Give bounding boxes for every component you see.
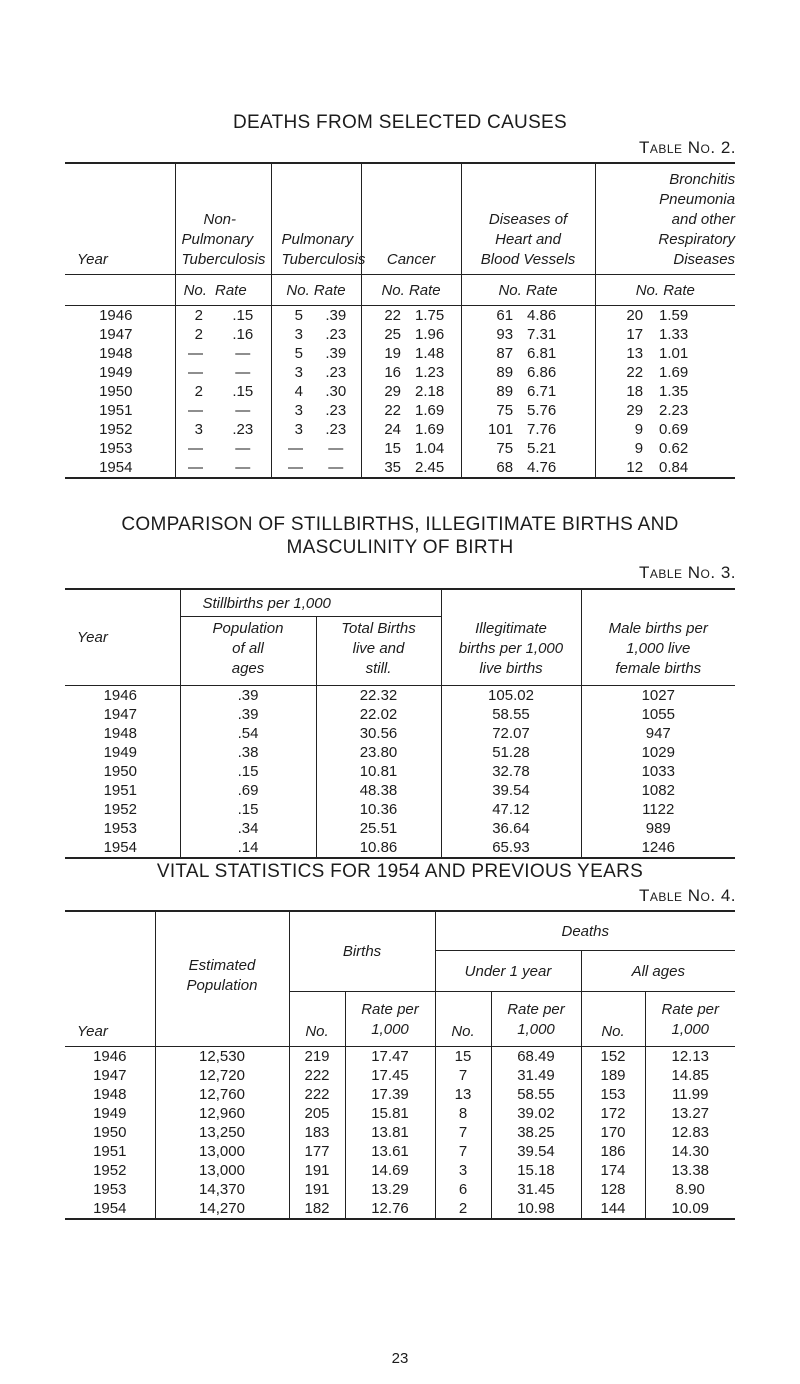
non-pulmonary-rate: — [235, 440, 251, 457]
table-row [65, 439, 735, 458]
sub-no-rate: No. Rate [361, 275, 461, 306]
allages-deaths-no: 174 [581, 1161, 645, 1180]
col-stillbirth-total-births: Total Births live and still. [316, 617, 441, 686]
births-no: 191 [289, 1161, 345, 1180]
under1-deaths-no: 2 [435, 1199, 491, 1219]
respiratory-no: 12 [595, 458, 651, 478]
non-pulmonary-no: — [175, 363, 215, 382]
table-row [65, 382, 735, 401]
table2-title: DEATHS FROM SELECTED CAUSES [233, 112, 567, 133]
respiratory-rate: 0.62 [659, 440, 689, 457]
non-pulmonary-no: 2 [175, 325, 215, 344]
estimated-population: 12,530 [155, 1047, 289, 1067]
heart-rate: 6.71 [527, 383, 557, 400]
year-cell: 1952 [103, 801, 137, 818]
year-cell: 1952 [93, 1162, 127, 1179]
heart-rate: 5.76 [527, 402, 557, 419]
table4-vital-statistics [65, 910, 735, 1220]
heart-no: 89 [461, 363, 521, 382]
illegitimate-rate: 65.93 [441, 838, 581, 858]
year-cell: 1950 [103, 763, 137, 780]
respiratory-no: 9 [595, 439, 651, 458]
male-births-rate: 1033 [581, 762, 735, 781]
stillbirth-population-rate: .38 [180, 743, 316, 762]
non-pulmonary-no: 3 [175, 420, 215, 439]
estimated-population: 14,270 [155, 1199, 289, 1219]
under1-deaths-rate: 58.55 [491, 1085, 581, 1104]
non-pulmonary-no: 2 [175, 306, 215, 326]
births-rate: 13.61 [345, 1142, 435, 1161]
stillbirth-total-rate: 10.81 [316, 762, 441, 781]
pulmonary-rate: .30 [325, 383, 347, 400]
male-births-rate: 1122 [581, 800, 735, 819]
col-pulmonary-tb: Pulmonary Tuberculosis [271, 163, 361, 275]
allages-deaths-rate: 13.27 [645, 1104, 735, 1123]
heart-no: 93 [461, 325, 521, 344]
respiratory-rate: 1.69 [659, 364, 689, 381]
table3-stillbirths [65, 588, 735, 859]
allages-deaths-no: 186 [581, 1142, 645, 1161]
non-pulmonary-no: — [175, 401, 215, 420]
col-male-births: Male births per 1,000 live female births [581, 589, 735, 686]
births-header: Births [289, 911, 435, 992]
male-births-rate: 1027 [581, 686, 735, 706]
sub-no-rate: No. Rate [461, 275, 595, 306]
allages-deaths-rate: 13.38 [645, 1161, 735, 1180]
illegitimate-rate: 36.64 [441, 819, 581, 838]
year-cell: 1954 [103, 839, 137, 856]
year-cell: 1946 [99, 307, 133, 324]
respiratory-rate: 1.35 [659, 383, 689, 400]
under1-deaths-rate: 15.18 [491, 1161, 581, 1180]
year-cell: 1950 [99, 383, 133, 400]
table-row [65, 838, 735, 858]
table-row [65, 800, 735, 819]
births-rate: 17.45 [345, 1066, 435, 1085]
table-row [65, 363, 735, 382]
pulmonary-rate: .23 [325, 326, 347, 343]
births-rate: 17.39 [345, 1085, 435, 1104]
table-row [65, 686, 735, 706]
cancer-no: 25 [361, 325, 409, 344]
year-cell: 1951 [93, 1143, 127, 1160]
stillbirth-total-rate: 25.51 [316, 819, 441, 838]
heart-no: 61 [461, 306, 521, 326]
allages-deaths-no: 128 [581, 1180, 645, 1199]
pulmonary-no: 5 [271, 306, 311, 326]
table-row [65, 306, 735, 326]
male-births-rate: 1246 [581, 838, 735, 858]
heart-rate: 7.76 [527, 421, 557, 438]
table-row [65, 1085, 735, 1104]
estimated-population: 14,370 [155, 1180, 289, 1199]
under1-no-header: No. [435, 992, 491, 1047]
under1-deaths-rate: 38.25 [491, 1123, 581, 1142]
stillbirth-total-rate: 22.02 [316, 705, 441, 724]
births-rate: 13.29 [345, 1180, 435, 1199]
non-pulmonary-rate: — [235, 402, 251, 419]
pulmonary-rate: .39 [325, 345, 347, 362]
cancer-no: 35 [361, 458, 409, 478]
table-row [65, 1066, 735, 1085]
births-no: 222 [289, 1066, 345, 1085]
allages-deaths-no: 170 [581, 1123, 645, 1142]
stillbirth-population-rate: .39 [180, 686, 316, 706]
stillbirth-population-rate: .34 [180, 819, 316, 838]
pulmonary-rate: .23 [325, 421, 347, 438]
heart-rate: 4.76 [527, 459, 557, 476]
year-cell: 1953 [99, 440, 133, 457]
table4-number: Table No. 4. [638, 886, 736, 905]
cancer-no: 29 [361, 382, 409, 401]
respiratory-no: 22 [595, 363, 651, 382]
cancer-rate: 2.18 [415, 383, 445, 400]
respiratory-rate: 0.84 [659, 459, 689, 476]
heart-no: 101 [461, 420, 521, 439]
non-pulmonary-rate: .23 [232, 421, 254, 438]
table3-title-line2: MASCULINITY OF BIRTH [286, 537, 514, 558]
year-cell: 1947 [93, 1067, 127, 1084]
allages-deaths-no: 144 [581, 1199, 645, 1219]
heart-rate: 7.31 [527, 326, 557, 343]
respiratory-rate: 0.69 [659, 421, 689, 438]
illegitimate-rate: 32.78 [441, 762, 581, 781]
non-pulmonary-rate: .15 [232, 307, 254, 324]
sub-no: No. [175, 275, 215, 306]
allages-deaths-no: 189 [581, 1066, 645, 1085]
births-rate-header: Rate per 1,000 [345, 992, 435, 1047]
heart-no: 75 [461, 401, 521, 420]
male-births-rate: 1082 [581, 781, 735, 800]
births-no: 222 [289, 1085, 345, 1104]
respiratory-no: 29 [595, 401, 651, 420]
heart-no: 75 [461, 439, 521, 458]
illegitimate-rate: 47.12 [441, 800, 581, 819]
under1-rate-header: Rate per 1,000 [491, 992, 581, 1047]
estimated-population: 12,760 [155, 1085, 289, 1104]
col-non-pulmonary-tb: Non- Pulmonary Tuberculosis [175, 163, 271, 275]
year-cell: 1949 [99, 364, 133, 381]
non-pulmonary-rate: — [235, 345, 251, 362]
respiratory-no: 9 [595, 420, 651, 439]
allages-rate-header: Rate per 1,000 [645, 992, 735, 1047]
under1-deaths-no: 7 [435, 1123, 491, 1142]
table-row [65, 724, 735, 743]
year-cell: 1948 [99, 345, 133, 362]
pulmonary-no: 3 [271, 420, 311, 439]
pulmonary-no: 4 [271, 382, 311, 401]
table-row [65, 1180, 735, 1199]
table2-number: Table No. 2. [638, 138, 736, 157]
col-estimated-population: Estimated Population [155, 911, 289, 1047]
non-pulmonary-rate: — [235, 364, 251, 381]
stillbirth-population-rate: .39 [180, 705, 316, 724]
page-number: 23 [391, 1350, 409, 1367]
births-no: 182 [289, 1199, 345, 1219]
year-cell: 1947 [99, 326, 133, 343]
cancer-no: 24 [361, 420, 409, 439]
pulmonary-rate: .23 [325, 402, 347, 419]
year-cell: 1946 [103, 687, 137, 704]
respiratory-rate: 1.33 [659, 326, 689, 343]
table-row [65, 781, 735, 800]
illegitimate-rate: 58.55 [441, 705, 581, 724]
sub-no-rate: No. Rate [271, 275, 361, 306]
stillbirth-population-rate: .15 [180, 800, 316, 819]
respiratory-no: 20 [595, 306, 651, 326]
pulmonary-rate: .23 [325, 364, 347, 381]
table-row [65, 1123, 735, 1142]
pulmonary-no: 5 [271, 344, 311, 363]
table-row [65, 743, 735, 762]
allages-deaths-rate: 10.09 [645, 1199, 735, 1219]
pulmonary-no: — [271, 439, 311, 458]
under1-deaths-no: 15 [435, 1047, 491, 1067]
table-row [65, 819, 735, 838]
year-cell: 1950 [93, 1124, 127, 1141]
table-row [65, 401, 735, 420]
illegitimate-rate: 39.54 [441, 781, 581, 800]
respiratory-no: 13 [595, 344, 651, 363]
table-row [65, 762, 735, 781]
year-header: Year [77, 629, 108, 646]
respiratory-no: 17 [595, 325, 651, 344]
cancer-no: 16 [361, 363, 409, 382]
table-row [65, 1161, 735, 1180]
under1-deaths-no: 3 [435, 1161, 491, 1180]
illegitimate-rate: 51.28 [441, 743, 581, 762]
allages-no-header: No. [581, 992, 645, 1047]
allages-deaths-rate: 14.30 [645, 1142, 735, 1161]
sub-rate: Rate [215, 281, 247, 299]
year-cell: 1949 [103, 744, 137, 761]
table3-number: Table No. 3. [638, 563, 736, 582]
heart-rate: 4.86 [527, 307, 557, 324]
heart-no: 68 [461, 458, 521, 478]
sub-no-rate: No. Rate [595, 275, 735, 306]
allages-deaths-rate: 12.13 [645, 1047, 735, 1067]
under1-deaths-rate: 68.49 [491, 1047, 581, 1067]
births-no: 191 [289, 1180, 345, 1199]
table-row [65, 458, 735, 478]
cancer-no: 22 [361, 401, 409, 420]
year-cell: 1954 [99, 459, 133, 476]
illegitimate-rate: 72.07 [441, 724, 581, 743]
year-cell: 1948 [103, 725, 137, 742]
under1-deaths-no: 13 [435, 1085, 491, 1104]
male-births-rate: 989 [581, 819, 735, 838]
estimated-population: 13,000 [155, 1161, 289, 1180]
col-heart-blood-vessels: Diseases of Heart and Blood Vessels [461, 163, 595, 275]
col-illegitimate: Illegitimate births per 1,000 live births [441, 589, 581, 686]
non-pulmonary-no: — [175, 439, 215, 458]
under1-deaths-no: 7 [435, 1066, 491, 1085]
pulmonary-no: — [271, 458, 311, 478]
table-row [65, 344, 735, 363]
births-no: 205 [289, 1104, 345, 1123]
allages-deaths-rate: 11.99 [645, 1085, 735, 1104]
cancer-rate: 1.48 [415, 345, 445, 362]
pulmonary-no: 3 [271, 401, 311, 420]
year-cell: 1952 [99, 421, 133, 438]
non-pulmonary-no: — [175, 458, 215, 478]
stillbirth-total-rate: 30.56 [316, 724, 441, 743]
respiratory-rate: 1.59 [659, 307, 689, 324]
under1-deaths-rate: 31.49 [491, 1066, 581, 1085]
table-row [65, 1104, 735, 1123]
estimated-population: 13,250 [155, 1123, 289, 1142]
cancer-rate: 1.96 [415, 326, 445, 343]
under1-deaths-no: 7 [435, 1142, 491, 1161]
col-stillbirth-population: Population of all ages [180, 617, 316, 686]
col-respiratory: Bronchitis Pneumonia and other Respiratory Diseases [595, 163, 735, 275]
year-header: Year [77, 1023, 108, 1040]
stillbirth-population-rate: .14 [180, 838, 316, 858]
year-cell: 1949 [93, 1105, 127, 1122]
year-cell: 1951 [103, 782, 137, 799]
births-no: 177 [289, 1142, 345, 1161]
under1-deaths-rate: 39.54 [491, 1142, 581, 1161]
table4-title: VITAL STATISTICS FOR 1954 AND PREVIOUS YEARS [156, 861, 644, 882]
year-header: Year [77, 251, 108, 268]
allages-deaths-no: 153 [581, 1085, 645, 1104]
pulmonary-no: 3 [271, 363, 311, 382]
respiratory-no: 18 [595, 382, 651, 401]
male-births-rate: 1055 [581, 705, 735, 724]
heart-rate: 6.86 [527, 364, 557, 381]
male-births-rate: 947 [581, 724, 735, 743]
table2-deaths-by-cause [65, 162, 735, 479]
table-row [65, 705, 735, 724]
non-pulmonary-rate: .16 [232, 326, 254, 343]
stillbirth-total-rate: 10.86 [316, 838, 441, 858]
heart-rate: 5.21 [527, 440, 557, 457]
respiratory-rate: 1.01 [659, 345, 689, 362]
year-cell: 1954 [93, 1200, 127, 1217]
under1-deaths-rate: 31.45 [491, 1180, 581, 1199]
year-cell: 1953 [103, 820, 137, 837]
under-1-year-header: Under 1 year [435, 951, 581, 992]
allages-deaths-rate: 8.90 [645, 1180, 735, 1199]
pulmonary-no: 3 [271, 325, 311, 344]
year-cell: 1946 [93, 1048, 127, 1065]
respiratory-rate: 2.23 [659, 402, 689, 419]
cancer-no: 15 [361, 439, 409, 458]
table-row [65, 1047, 735, 1067]
births-rate: 12.76 [345, 1199, 435, 1219]
cancer-no: 22 [361, 306, 409, 326]
births-no: 183 [289, 1123, 345, 1142]
allages-deaths-no: 152 [581, 1047, 645, 1067]
cancer-rate: 2.45 [415, 459, 445, 476]
stillbirth-population-rate: .54 [180, 724, 316, 743]
cancer-no: 19 [361, 344, 409, 363]
heart-no: 89 [461, 382, 521, 401]
year-cell: 1948 [93, 1086, 127, 1103]
year-cell: 1953 [93, 1181, 127, 1198]
estimated-population: 12,960 [155, 1104, 289, 1123]
cancer-rate: 1.23 [415, 364, 445, 381]
col-cancer: Cancer [361, 163, 461, 275]
table-row [65, 1199, 735, 1219]
cancer-rate: 1.69 [415, 421, 445, 438]
non-pulmonary-rate: .15 [232, 383, 254, 400]
heart-rate: 6.81 [527, 345, 557, 362]
deaths-header: Deaths [435, 911, 735, 951]
births-rate: 13.81 [345, 1123, 435, 1142]
stillbirth-total-rate: 10.36 [316, 800, 441, 819]
illegitimate-rate: 105.02 [441, 686, 581, 706]
estimated-population: 12,720 [155, 1066, 289, 1085]
under1-deaths-rate: 39.02 [491, 1104, 581, 1123]
non-pulmonary-rate: — [235, 459, 251, 476]
table3-title-line1: COMPARISON OF STILLBIRTHS, ILLEGITIMATE BIRTHS AND [121, 514, 679, 535]
stillbirths-group-header: Stillbirths per 1,000 [180, 589, 441, 617]
all-ages-header: All ages [581, 951, 735, 992]
allages-deaths-rate: 12.83 [645, 1123, 735, 1142]
births-rate: 15.81 [345, 1104, 435, 1123]
births-rate: 17.47 [345, 1047, 435, 1067]
allages-deaths-no: 172 [581, 1104, 645, 1123]
table-row [65, 325, 735, 344]
pulmonary-rate: — [328, 440, 344, 457]
non-pulmonary-no: — [175, 344, 215, 363]
table2-subheader-row [65, 275, 735, 306]
allages-deaths-rate: 14.85 [645, 1066, 735, 1085]
non-pulmonary-no: 2 [175, 382, 215, 401]
births-rate: 14.69 [345, 1161, 435, 1180]
heart-no: 87 [461, 344, 521, 363]
under1-deaths-rate: 10.98 [491, 1199, 581, 1219]
year-cell: 1951 [99, 402, 133, 419]
estimated-population: 13,000 [155, 1142, 289, 1161]
cancer-rate: 1.69 [415, 402, 445, 419]
births-no: 219 [289, 1047, 345, 1067]
stillbirth-population-rate: .15 [180, 762, 316, 781]
table-row [65, 1142, 735, 1161]
pulmonary-rate: .39 [325, 307, 347, 324]
stillbirth-total-rate: 48.38 [316, 781, 441, 800]
table-row [65, 420, 735, 439]
stillbirth-total-rate: 22.32 [316, 686, 441, 706]
stillbirth-population-rate: .69 [180, 781, 316, 800]
year-cell: 1947 [103, 706, 137, 723]
cancer-rate: 1.75 [415, 307, 445, 324]
under1-deaths-no: 8 [435, 1104, 491, 1123]
pulmonary-rate: — [328, 459, 344, 476]
male-births-rate: 1029 [581, 743, 735, 762]
under1-deaths-no: 6 [435, 1180, 491, 1199]
cancer-rate: 1.04 [415, 440, 445, 457]
stillbirth-total-rate: 23.80 [316, 743, 441, 762]
births-no-header: No. [289, 992, 345, 1047]
